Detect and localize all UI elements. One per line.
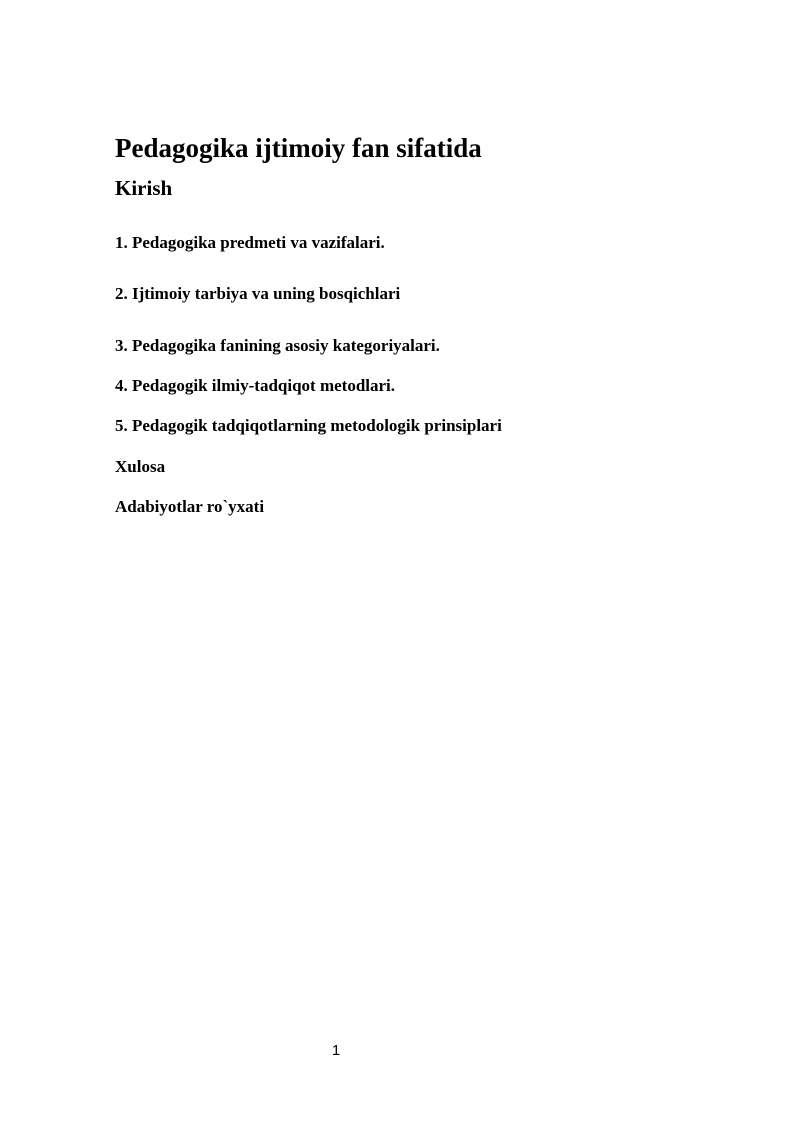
intro-heading: Kirish (115, 176, 173, 200)
page-number: 1 (331, 1042, 341, 1059)
toc-item: 4. Pedagogik ilmiy-tadqiqot metodlari. (115, 376, 396, 395)
document-title: Pedagogika ijtimoiy fan sifatida (115, 133, 482, 163)
toc-conclusion: Xulosa (115, 457, 166, 476)
toc-item: 3. Pedagogika fanining asosiy kategoriyalari. (115, 336, 440, 355)
toc-item: 5. Pedagogik tadqiqotlarning metodologik prinsiplari (115, 416, 502, 435)
toc-item: 1. Pedagogika predmeti va vazifalari. (115, 233, 385, 252)
toc-item: 2. Ijtimoiy tarbiya va uning bosqichlari (115, 284, 401, 303)
toc-references: Adabiyotlar ro`yxati (115, 497, 265, 516)
